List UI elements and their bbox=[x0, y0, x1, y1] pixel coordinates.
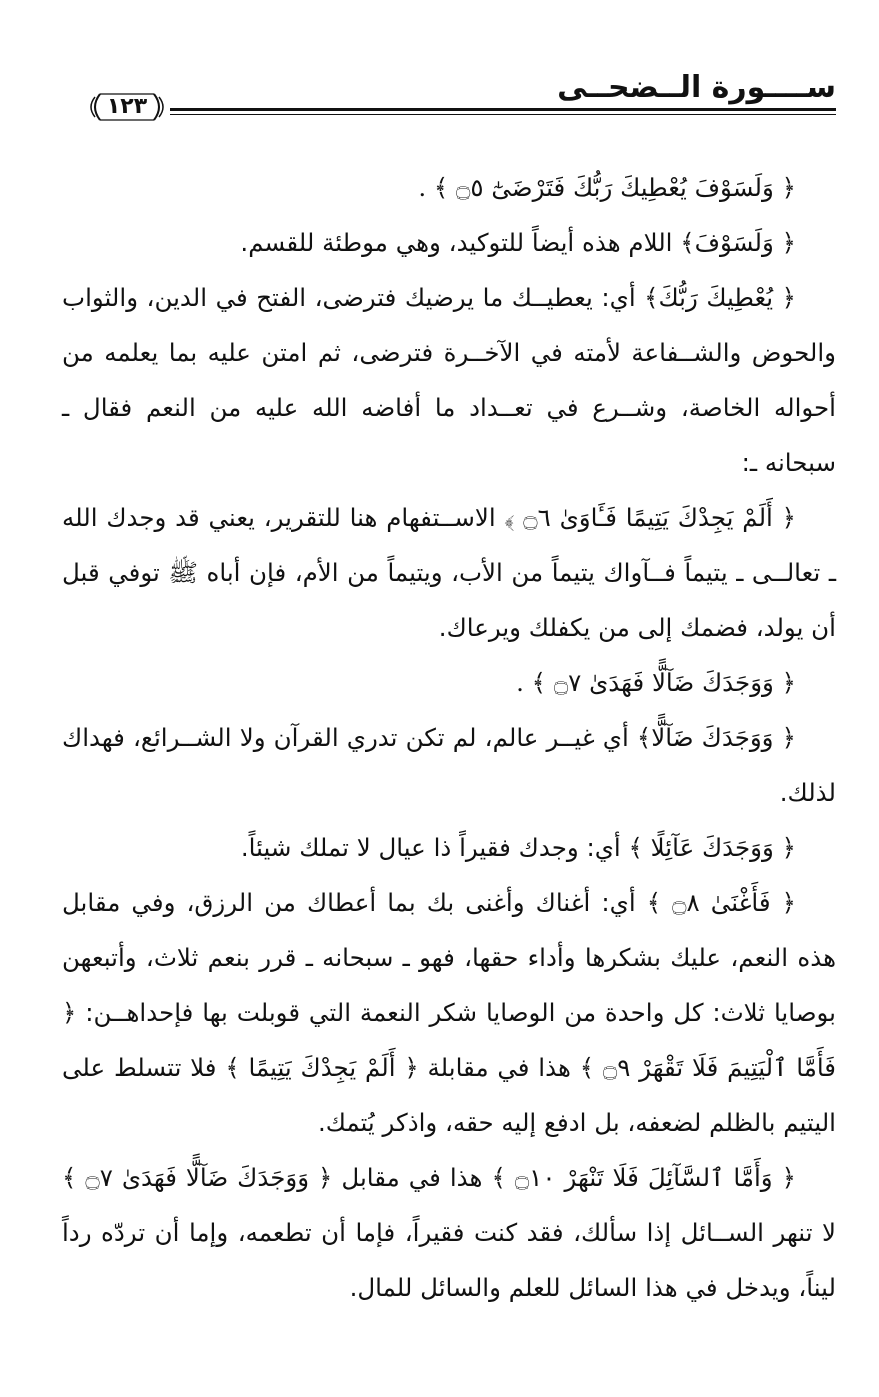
commentary-paragraph: ﴿ وَوَجَدَكَ عَآئِلًا ﴾ أي: وجدك فقيراً ذا عيال لا تملك شيئاً. bbox=[240, 833, 796, 862]
header-rule-thin bbox=[170, 114, 836, 115]
page-header bbox=[86, 68, 836, 122]
page-number-ornament bbox=[86, 90, 168, 124]
commentary-paragraph: ﴿ فَأَغْنَىٰ ۝٨ ﴾ أي: أغناك وأغنى بك بما أعطاك من الرزق، وفي مقابل هذه النعم، عليك بشكرها وأداء حقها، فهو ـ سبحانه ـ قرر بنعم ثلاث، وأتبعهن بوصايا ثلاث: كل واحدة من الوصايا شكر النعمة التي قوبلت بها فإحداهــن: ﴿ فَأَمَّا ٱلْيَتِيمَ فَلَا تَقْهَرْ ۝٩ ﴾ هذا في مقابلة ﴿ أَلَمْ يَجِدْكَ يَتِيمًا ﴾ فلا تتسلط على اليتيم بالظلم لضعفه، بل ادفع إليه حقه، واذكر يُتمك. bbox=[62, 888, 837, 1137]
commentary-paragraph: ﴿ أَلَمْ يَجِدْكَ يَتِيمًا فَـَٔاوَىٰ ۝٦ ﴾ الاســتفهام هنا للتقرير، يعني قد وجدك الله ـ تعالــى ـ يتيماً فــآواك يتيماً من الأب، ويتيماً من الأم، فإن أباه ﷺ توفي قبل أن يولد، فضمك إلى من يكفلك ويرعاك. bbox=[62, 503, 836, 642]
commentary-paragraph: ﴿ وَوَجَدَكَ ضَآلًّا﴾ أي غيــر عالم، لم تكن تدري القرآن ولا الشــرائع، فهداك لذلك. bbox=[62, 723, 836, 807]
commentary-paragraph: ﴿ وَأَمَّا ٱلسَّآئِلَ فَلَا تَنْهَرْ ۝١٠ ﴾ هذا في مقابل ﴿ وَوَجَدَكَ ضَآلًّا فَهَدَىٰ ۝٧ ﴾ لا تنهر الســائل إذا سألك، فقد كنت فقيراً، فإما أن تطعمه، وإما أن تردّه رداً ليناً، ويدخل في هذا السائل للعلم والسائل للمال. bbox=[62, 1163, 836, 1302]
page-number: ١٢٣ bbox=[106, 94, 148, 119]
verse-line: ﴿ وَلَسَوْفَ يُعْطِيكَ رَبُّكَ فَتَرْضَىٰٓ ۝٥ ﴾ . bbox=[418, 173, 796, 202]
commentary-paragraph: ﴿ وَلَسَوْفَ﴾ اللام هذه أيضاً للتوكيد، وهي موطئة للقسم. bbox=[240, 228, 796, 257]
page-body bbox=[62, 160, 836, 1315]
verse-line: ﴿ وَوَجَدَكَ ضَآلًّا فَهَدَىٰ ۝٧ ﴾ . bbox=[516, 668, 796, 697]
header-rule-thick bbox=[170, 108, 836, 111]
commentary-paragraph: ﴿ يُعْطِيكَ رَبُّكَ﴾ أي: يعطيــك ما يرضيك فترضى، الفتح في الدين، والثواب والحوض والشــفاعة لأمته في الآخــرة فترضى، ثم امتن عليه بما يعلمه من أحواله الخاصة، وشــرع في تعــداد ما أفاضه الله عليه من النعم فقال ـ سبحانه ـ: bbox=[62, 283, 836, 477]
surah-title: ســــورة الــضحــى bbox=[557, 70, 836, 105]
